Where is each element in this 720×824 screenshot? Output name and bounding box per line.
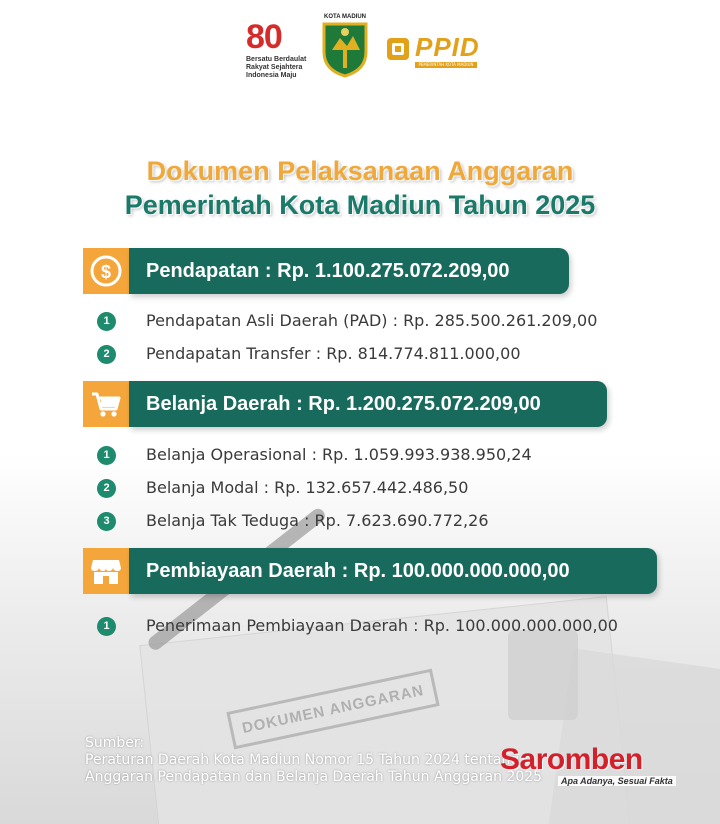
brand-name: Saromben bbox=[500, 743, 643, 776]
ppid-emblem-icon bbox=[385, 34, 413, 64]
page-title bbox=[0, 154, 720, 222]
section-pembiayaan-daerah bbox=[83, 548, 657, 594]
item-text: Belanja Modal : Rp. 132.657.442.486,50 bbox=[146, 478, 469, 497]
background-stamp-block bbox=[508, 630, 578, 720]
ppid-subtitle: PEMERINTAH KOTA MADIUN bbox=[415, 62, 477, 68]
logo-80-years bbox=[246, 18, 316, 80]
item-text: Penerimaan Pembiayaan Daerah : Rp. 100.000.000.000,00 bbox=[146, 616, 618, 635]
header-logos bbox=[0, 14, 720, 94]
section-icon-box bbox=[83, 381, 129, 427]
list-item bbox=[97, 510, 489, 532]
section-heading: Belanja Daerah : Rp. 1.200.275.072.209,00 bbox=[129, 381, 607, 427]
section-heading: Pembiayaan Daerah : Rp. 100.000.000.000,00 bbox=[129, 548, 657, 594]
item-number: 1 bbox=[97, 312, 116, 331]
svg-text:$: $ bbox=[100, 262, 112, 282]
item-number: 2 bbox=[97, 479, 116, 498]
source-note bbox=[85, 735, 565, 786]
section-icon-box bbox=[83, 248, 129, 294]
item-text: Pendapatan Asli Daerah (PAD) : Rp. 285.500.261.209,00 bbox=[146, 311, 598, 330]
crest-title: KOTA MADIUN bbox=[324, 14, 366, 20]
logo-80-number: 80 bbox=[246, 18, 282, 56]
brand-watermark bbox=[500, 743, 700, 786]
item-number: 1 bbox=[97, 446, 116, 465]
item-text: Pendapatan Transfer : Rp. 814.774.811.000,00 bbox=[146, 344, 521, 363]
section-belanja-daerah bbox=[83, 381, 607, 427]
ppid-logo bbox=[385, 32, 485, 72]
item-number: 3 bbox=[97, 512, 116, 531]
source-text: Peraturan Daerah Kota Madiun Nomor 15 Tahun 2024 tentang Anggaran Pendapatan dan Belanja Daerah Tahun Anggaran 2025 bbox=[85, 752, 543, 785]
section-pendapatan bbox=[83, 248, 569, 294]
dollar-coin-icon bbox=[89, 254, 123, 288]
section-heading: Pendapatan : Rp. 1.100.275.072.209,00 bbox=[129, 248, 569, 294]
item-text: Belanja Tak Teduga : Rp. 7.623.690.772,26 bbox=[146, 511, 489, 530]
ppid-label: PPID bbox=[415, 32, 480, 62]
storefront-icon bbox=[89, 554, 123, 588]
list-item bbox=[97, 444, 532, 466]
kota-madiun-crest bbox=[318, 14, 372, 84]
item-text: Belanja Operasional : Rp. 1.059.993.938.950,24 bbox=[146, 445, 532, 464]
list-item bbox=[97, 615, 618, 637]
logo-80-tagline: Bersatu Berdaulat Rakyat Sejahtera Indonesia Maju bbox=[246, 56, 307, 79]
title-line-1: Dokumen Pelaksanaan Anggaran bbox=[146, 156, 574, 186]
item-number: 2 bbox=[97, 345, 116, 364]
section-icon-box bbox=[83, 548, 129, 594]
source-label: Sumber: bbox=[85, 735, 145, 751]
brand-tagline: Apa Adanya, Sesuai Fakta bbox=[558, 776, 676, 786]
item-number: 1 bbox=[97, 617, 116, 636]
list-item bbox=[97, 477, 469, 499]
list-item bbox=[97, 310, 598, 332]
list-item bbox=[97, 343, 521, 365]
crest-shield-icon bbox=[320, 20, 370, 78]
shopping-cart-icon bbox=[89, 387, 123, 421]
background-stamp: DOKUMEN ANGGARAN bbox=[226, 669, 439, 750]
title-line-2: Pemerintah Kota Madiun Tahun 2025 bbox=[124, 190, 596, 220]
